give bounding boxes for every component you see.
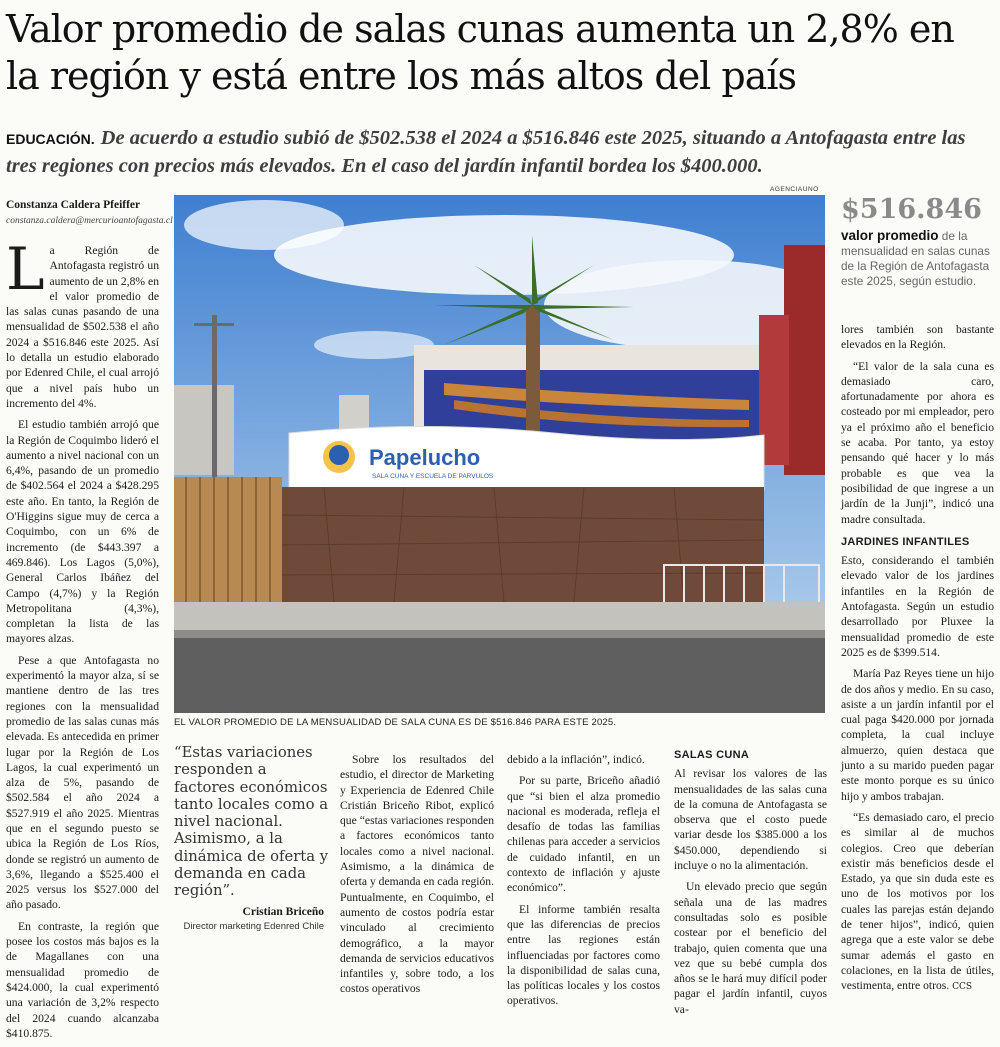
photo-caption: EL VALOR PROMEDIO DE LA MENSUALIDAD DE SALA CUNA ES DE $516.846 PARA ESTE 2025. bbox=[174, 717, 617, 728]
paragraph: La Región de Antofagasta registró un aumento de un 2,8% en el valor promedio de las salas cunas pasando de una mensualidad de $502.538 el año 2024 a $516.846 este 2025. Así lo detalla un estudio elaborado por Edenred Chile, el cual arrojó que a nivel país hubo un incremento del 4%. bbox=[6, 235, 159, 410]
subheadline-text: De acuerdo a estudio subió de $502.538 el 2024 a $516.846 este 2025, situando a Antofagasta entre las tres regiones con precios más elevados. En el caso del jardín infantil bordea los $400.000. bbox=[6, 127, 966, 177]
paragraph: Sobre los resultados del estudio, el director de Marketing y Experiencia de Edenred Chile Cristián Briceño Ribot, explicó que “estas variaciones responden a factores económicos tanto locales como a nivel nacional. Asimismo, a la dinámica de oferta y demanda en cada región. Puntualmente, en Coquimbo, el aumento de costos podría estar vinculado al crecimiento demográfico, a la mayor demanda de servicios educativos infantiles y, sobre todo, a los costos operativos bbox=[340, 753, 494, 996]
paragraph: Al revisar los valores de las mensualidades de las salas cuna de la comuna de Antofagasta se observa que el costo puede variar desde los $385.000 a los $450.000, dependiendo si incluye o no la alimentación. bbox=[674, 767, 827, 873]
subheadline bbox=[6, 125, 996, 180]
section-heading: SALAS CUNA bbox=[674, 749, 750, 761]
paragraph: Esto, considerando el también elevado valor de los jardines infantiles en la Región de Antofagasta. Según un estudio desarrollado por Pluxee la mensualidad promedio de este 2025 es de $399.514. bbox=[841, 554, 994, 659]
stat-number: $516.846 bbox=[841, 194, 982, 225]
paragraph: Un elevado precio que según señala una de las madres consultadas solo es posible costear por el beneficio del trabajo, quien comenta que una vez que su bebé cumpla dos años se le hará muy difícil poder pagar el jardín infantil, cuyos va- bbox=[674, 880, 827, 1016]
pull-quote: “Estas variaciones responden a factores económicos tanto locales como a nivel nacional. Asimismo, a la dinámica de oferta y demanda en cada región”. bbox=[174, 744, 329, 900]
quote-author-role: Director marketing Edenred Chile bbox=[183, 921, 324, 932]
article-photo bbox=[174, 195, 825, 713]
stat-label: valor promedio bbox=[841, 228, 939, 243]
paragraph: En contraste, la región que posee los costos más bajos es la de Magallanes con una mensualidad promedio de $424.000, la cual experimentó una variación de 3,2% respecto del 2024 cuando alcanzaba $410.875. bbox=[6, 919, 159, 1040]
headline: Valor promedio de salas cunas aumenta un 2,8% en la región y está entre los más altos del país bbox=[6, 7, 954, 98]
paragraph: Pese a que Antofagasta no experimentó la mayor alza, sí se mantiene dentro de las tres regiones con la mensualidad promedio de las salas cunas más elevada. Es antecedida en primer lugar por la Región de Los Lagos, la cual experimentó un alza de 5%, pasando de $502.584 el año 2024 a $527.919 el año 2025. Mientras que en el segundo puesto se ubica la Región de Los Ríos, donde se registró un aumento de 3,6%, llegando a $525.400 el 2025 versus los $527.000 del año pasado. bbox=[6, 653, 159, 912]
paragraph: El informe también resalta que las diferencias de precios entre las regiones están influenciadas por factores como la disponibilidad de salas cuna, las políticas locales y los costos operativos. bbox=[507, 902, 660, 1008]
author-name: Constanza Caldera Pfeiffer bbox=[6, 199, 141, 211]
stat-description: valor promedio de la mensualidad en salas cunas de la Región de Antofagasta este 2025, según estudio. bbox=[841, 228, 990, 288]
paragraph: debido a la inflación”, indicó. bbox=[507, 753, 645, 766]
paragraph: Por su parte, Briceño añadió que “si bien el alza promedio nacional es moderada, refleja el desafío de todas las familias chilenas para acceder a servicios de cuidado infantil, en un contexto de inflación y ajuste económico”. bbox=[507, 774, 660, 895]
section-kicker: EDUCACIÓN. bbox=[6, 131, 95, 147]
author-email: constanza.caldera@mercurioantofagasta.cl bbox=[6, 216, 173, 226]
article-column-5 bbox=[674, 744, 827, 1023]
paragraph: “El valor de la sala cuna es demasiado caro, afortunadamente por ahora es costeado por mi empleador, pero ya el próximo año el beneficio se acaba. Por tanto, ya estoy pensando qué hacer y lo más probable es que vea la posibilidad de que ingrese a un jardín de la Junji”, indicó una madre consultada. bbox=[841, 359, 994, 526]
paragraph: lores también son bastante elevados en la Región. bbox=[841, 323, 994, 352]
quote-author: Cristian Briceño bbox=[242, 906, 324, 918]
article-column-6 bbox=[841, 322, 994, 1001]
sign-subtitle: SALA CUNA Y ESCUELA DE PARVULOS bbox=[372, 473, 494, 480]
byline bbox=[6, 199, 173, 226]
end-mark: CCS bbox=[952, 982, 973, 993]
article-column-1 bbox=[6, 235, 159, 1047]
section-heading: JARDINES INFANTILES bbox=[841, 535, 970, 548]
drop-cap: L bbox=[6, 235, 45, 303]
article-column-4 bbox=[507, 752, 660, 1015]
paragraph: María Paz Reyes tiene un hijo de dos años y medio. En su caso, asiste a un jardín infantil por el cual paga $420.000 por jornada completa, la cual incluye almuerzo, quien destaca que junto a su marido pueden pagar este monto porque es su único hijo y ambos trabajan. bbox=[841, 667, 994, 803]
paragraph: El estudio también arrojó que la Región de Coquimbo lideró el aumento a nivel nacional con un 6,4%, pasando de un promedio de $402.564 el 2024 a $428.295 este año. En tanto, la Región de O'Higgins sigue muy de cerca a Coquimbo, con un 6% de incremento (de $443.397 a 469.846). Los Lagos (5,0%), General Carlos Ibáñez del Campo (4,7%) y la Región Metropolitana (4,3%), completan la lista de las mayores alzas. bbox=[6, 418, 159, 646]
photo-credit: AGENCIAUNO bbox=[770, 186, 819, 193]
daycare-building-photo bbox=[174, 195, 825, 713]
sign-title: Papelucho bbox=[369, 445, 481, 470]
paragraph: “Es demasiado caro, el precio es similar al de muchos colegios. Creo que deberían existir más beneficios desde el Estado, ya que sin duda este es uno de los motivos por los cuales las parejas están dejando de tener hijos”, indicó, quien agrega que a este valor se debe sumar además el gasto en colaciones, en la lista de útiles, vestimenta, entre otros. CCS bbox=[841, 810, 994, 993]
article-column-3 bbox=[340, 752, 494, 1003]
